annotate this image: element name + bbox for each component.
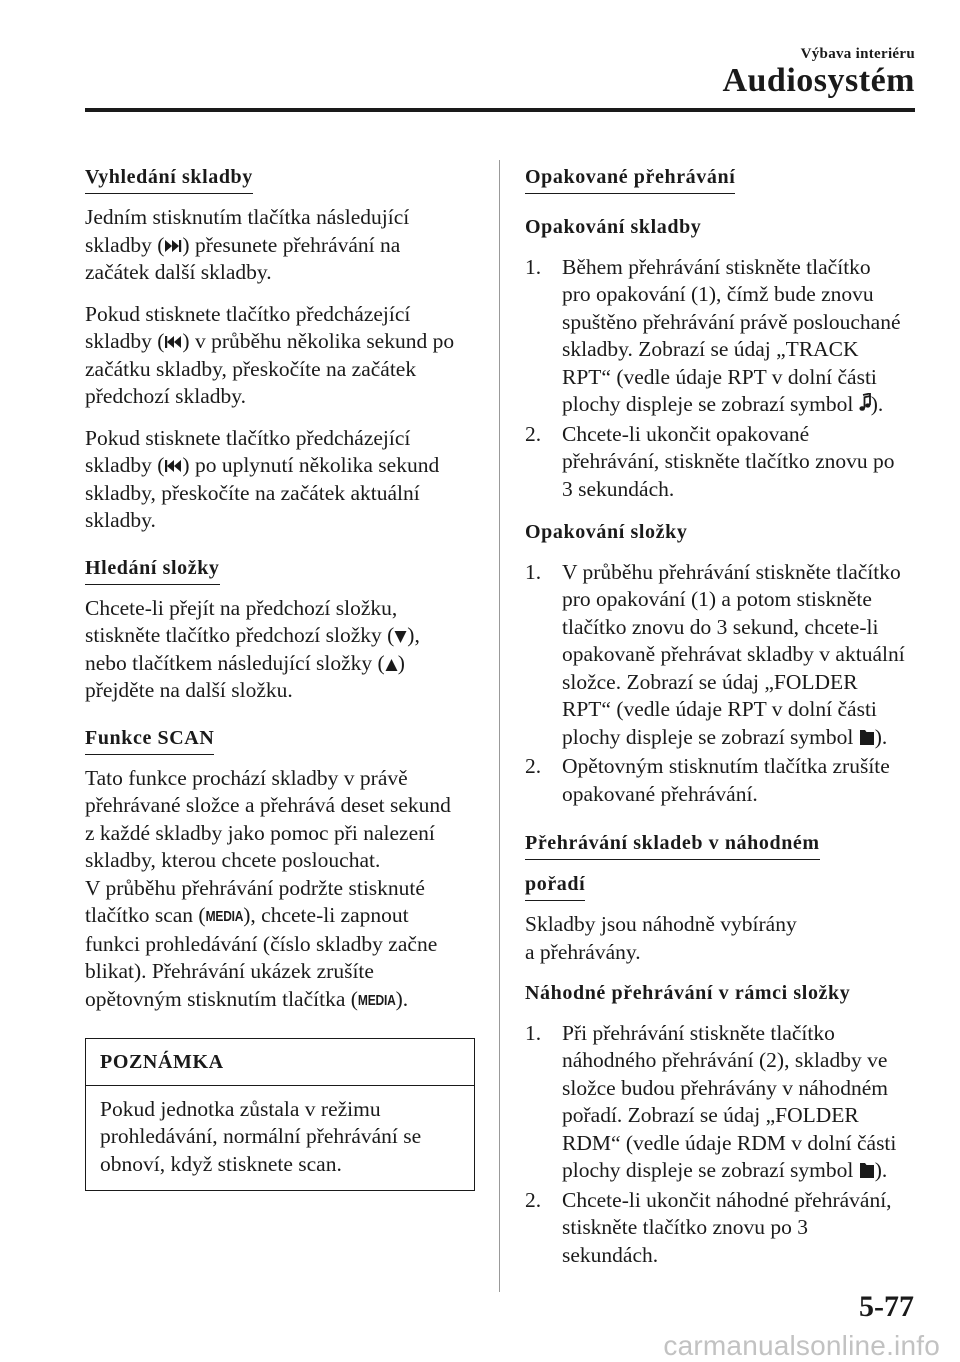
media-button-icon: MEDIA: [357, 990, 396, 1009]
note-box: [85, 1038, 475, 1191]
left-column: [85, 158, 475, 1191]
step-item: 2. Chcete-li ukončit opakované přehrávání, stiskněte tlačítko znovu po 3 sekundách.: [525, 421, 895, 501]
step-item: 1. V průběhu přehrávání stiskněte tlačítko pro opakování (1) a potom stiskněte tlačítko znovu do 3 sekund, chcete-li opakovaně přehrávat skladby v aktuální složce. Zobrazí se údaj „FOLDER RPT“ (vedle údaje RPT v dolní části plochy displeje se zobrazí symbol ).: [525, 559, 905, 749]
music-note-icon: [859, 393, 871, 413]
step-item: 2. Chcete-li ukončit náhodné přehrávání, stiskněte tlačítko znovu po 3 sekundách.: [525, 1187, 892, 1267]
previous-track-icon: [164, 458, 182, 474]
note-body: Pokud jednotka zůstala v režimu prohledávání, normální přehrávání se obnoví, když stisknete scan.: [100, 1096, 422, 1176]
heading-search-folder: Hledání složky: [85, 555, 220, 585]
watermark: carmanualsonline.info: [663, 1330, 940, 1361]
note-title: POZNÁMKA: [86, 1039, 474, 1086]
step-item: 1. Při přehrávání stiskněte tlačítko náhodného přehrávání (2), skladby ve složce budou přehrávány v náhodném pořadí. Zobrazí se údaj „FOLDER RDM“ (vedle údaje RDM v dolní části plochy displeje se zobrazí symbol ).: [525, 1020, 897, 1182]
paragraph-next-track: Jedním stisknutím tlačítka následující skladby ( ) přesunete přehrávání na začátek další skladby.: [85, 205, 410, 284]
triangle-down-icon: [394, 630, 407, 644]
step-item: 2. Opětovným stisknutím tlačítka zrušíte opakované přehrávání.: [525, 754, 890, 806]
header-rule: [85, 108, 915, 112]
paragraph-previous-track-late: Pokud stisknete tlačítko předcházející skladby ( ) po uplynutí několika sekund skladby, přeskočíte na začátek aktuální skladby.: [85, 425, 440, 532]
step-item: 1. Během přehrávání stiskněte tlačítko pro opakování (1), čímž bude znovu spuštěno přehrávání právě poslouchané skladby. Zobrazí se údaj „TRACK RPT“ (vedle údaje RPT v dolní části plochy displeje se zobrazí symbol ).: [525, 254, 901, 416]
folder-icon: [859, 1161, 875, 1179]
subheading-repeat-track: Opakování skladby: [525, 216, 702, 238]
heading-random-continued: pořadí: [525, 871, 585, 901]
page-title: Audiosystém: [722, 62, 915, 99]
subheading-repeat-folder: Opakování složky: [525, 521, 688, 543]
media-button-icon: MEDIA: [205, 907, 244, 925]
section-label: Výbava interiéru: [800, 46, 915, 62]
subheading-random-folder: Náhodné přehrávání v rámci složky: [525, 982, 851, 1004]
heading-random: Přehrávání skladeb v náhodném: [525, 830, 820, 860]
heading-scan: Funkce SCAN: [85, 725, 214, 755]
page-number: 5-77: [859, 1290, 914, 1323]
folder-icon: [859, 728, 875, 746]
previous-track-icon: [164, 334, 182, 350]
heading-repeat: Opakované přehrávání: [525, 164, 735, 194]
heading-search-track: Vyhledání skladby: [85, 164, 253, 194]
steps-random-folder: [525, 1020, 915, 1270]
right-column: [525, 158, 915, 1285]
paragraph-folder-search: Chcete-li přejít na předchozí složku, stiskněte tlačítko předchozí složky ( ), nebo tlačítkem následující složky ( ) přejděte na další složku.: [85, 595, 420, 702]
triangle-up-icon: [385, 658, 398, 672]
column-divider: [499, 160, 500, 1292]
steps-repeat-folder: [525, 559, 915, 809]
paragraph-previous-track-early: Pokud stisknete tlačítko předcházející skladby ( ) v průběhu několika sekund po začátku skladby, přeskočíte na začátek předchozí skladby.: [85, 301, 455, 408]
next-track-icon: [164, 238, 182, 254]
paragraph-random-description: Skladby jsou náhodně vybírány a přehrávány.: [525, 912, 797, 964]
paragraph-scan-description: Tato funkce prochází skladby v právě přehrávané složce a přehrává deset sekund z každé skladby jako pomoc při nalezení skladby, kterou chcete poslouchat. V průběhu přehrávání podržte stisknuté tlačítko scan (MEDIA), chcete-li zapnout funkci prohledávání (číslo skladby začne blikat). Přehrávání ukázek zrušíte opětovným stisknutím tlačítka (MEDIA).: [85, 765, 475, 1015]
steps-repeat-track: [525, 254, 915, 504]
